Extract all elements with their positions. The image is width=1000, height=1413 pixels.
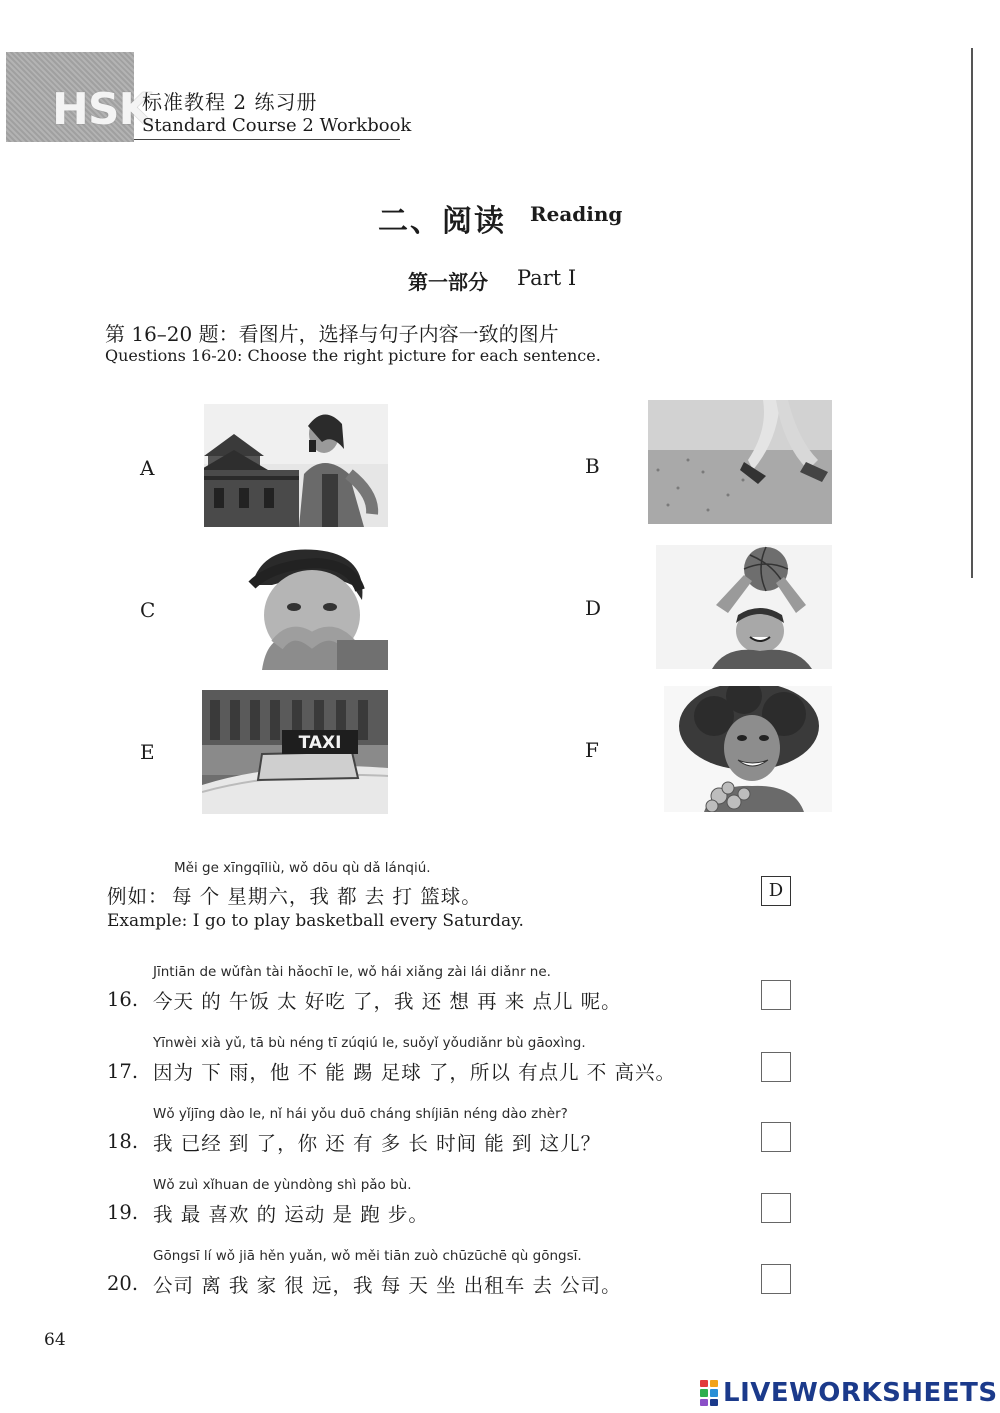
liveworksheets-logo-icon [700, 1380, 718, 1406]
instructions-en: Questions 16-20: Choose the right picture for each sentence. [105, 346, 601, 365]
section-title-en: Reading [530, 202, 623, 226]
taxi-sign-picture [202, 690, 388, 814]
option-letter-b: B [585, 454, 600, 478]
question-16-sentence: 今天 的 午饭 太 好吃 了，我 还 想 再 来 点儿 呢。 [153, 990, 622, 1013]
example-pinyin: Měi ge xīngqīliù, wǒ dōu qù dǎ lánqiú. [174, 860, 431, 876]
question-18-sentence: 我 已经 到 了，你 还 有 多 长 时间 能 到 这儿？ [153, 1132, 602, 1155]
example-answer-box: D [761, 876, 791, 906]
book-title-en: Standard Course 2 Workbook [142, 115, 412, 136]
woman-on-phone-at-tiananmen-picture [204, 404, 388, 527]
question-17-number: 17. [107, 1060, 139, 1083]
part-title-en: Part Ⅰ [517, 266, 577, 290]
smiling-woman-with-flowers-picture [664, 686, 832, 812]
question-17-pinyin: Yīnwèi xià yǔ, tā bù néng tī zúqiú le, suǒyǐ yǒudiǎnr bù gāoxìng. [153, 1035, 586, 1051]
question-18-answer-box[interactable] [761, 1122, 791, 1152]
option-letter-d: D [585, 596, 602, 620]
page-number: 64 [44, 1330, 66, 1350]
question-16-answer-box[interactable] [761, 980, 791, 1010]
runner-legs-on-track-picture [648, 400, 832, 524]
example-label: 例如： [107, 885, 169, 908]
man-playing-basketball-picture [656, 545, 832, 669]
question-19-pinyin: Wǒ zuì xǐhuan de yùndòng shì pǎo bù. [153, 1177, 412, 1193]
question-16-number: 16. [107, 988, 139, 1011]
liveworksheets-brand-text: LIVEWORKSHEETS [723, 1378, 998, 1408]
question-20-sentence: 公司 离 我 家 很 远，我 每 天 坐 出租车 去 公司。 [153, 1274, 622, 1297]
option-letter-a: A [140, 456, 155, 480]
option-letter-f: F [585, 738, 599, 762]
question-20-pinyin: Gōngsī lí wǒ jiā hěn yuǎn, wǒ měi tiān zuò chūzūchē qù gōngsī. [153, 1248, 582, 1264]
instructions-cn: 第 16–20 题：看图片，选择与句子内容一致的图片 [105, 322, 559, 346]
book-title-cn: 标准教程 2 练习册 [142, 90, 318, 114]
example-english: Example: I go to play basketball every Saturday. [107, 911, 524, 931]
worried-boy-picture [242, 545, 388, 670]
liveworksheets-brand[interactable] [700, 1378, 998, 1408]
question-17-sentence: 因为 下 雨，他 不 能 踢 足球 了，所以 有点儿 不 高兴。 [153, 1061, 676, 1084]
question-20-answer-box[interactable] [761, 1264, 791, 1294]
question-16-pinyin: Jīntiān de wǔfàn tài hǎochī le, wǒ hái xiǎng zài lái diǎnr ne. [153, 964, 551, 980]
option-letter-e: E [140, 740, 155, 764]
question-19-sentence: 我 最 喜欢 的 运动 是 跑 步。 [153, 1203, 429, 1226]
section-title-cn: 二、阅读 [378, 204, 506, 239]
example-sentence: 每 个 星期六，我 都 去 打 篮球。 [172, 885, 482, 908]
question-19-number: 19. [107, 1201, 139, 1224]
question-20-number: 20. [107, 1272, 139, 1295]
question-18-number: 18. [107, 1130, 139, 1153]
scan-margin-line [971, 48, 973, 578]
part-title-cn: 第一部分 [408, 270, 488, 294]
hsk-logo: HSK [52, 84, 152, 135]
taxi-sign-text: TAXI [298, 733, 342, 753]
option-letter-c: C [140, 598, 156, 622]
question-18-pinyin: Wǒ yǐjīng dào le, nǐ hái yǒu duō cháng shíjiān néng dào zhèr? [153, 1106, 568, 1122]
question-19-answer-box[interactable] [761, 1193, 791, 1223]
header-rule [134, 139, 400, 140]
question-17-answer-box[interactable] [761, 1052, 791, 1082]
